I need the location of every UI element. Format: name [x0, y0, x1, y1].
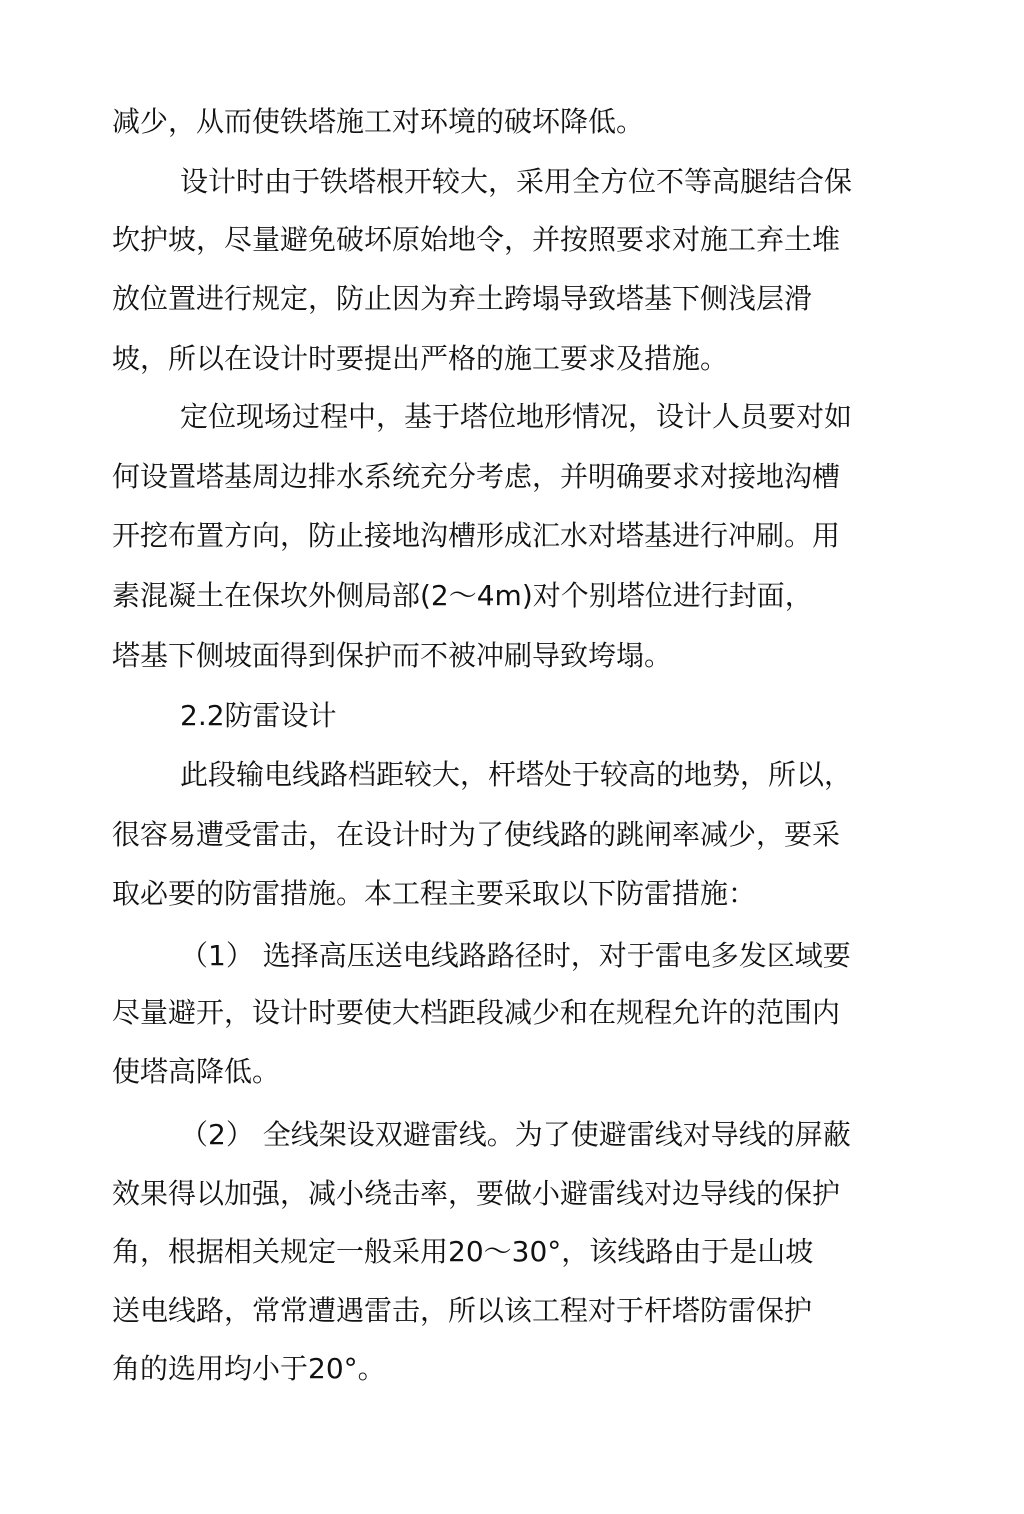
paragraph-first-line: 设计时由于铁塔根开较大，采用全方位不等高腿结合保: [180, 165, 853, 198]
text-line: 开挖布置方向，防止接地沟槽形成汇水对塔基进行冲刷。用: [112, 519, 841, 552]
text-line: 放位置进行规定，防止因为弃土跨塌导致塔基下侧浅层滑: [112, 282, 813, 315]
list-item-first-line: （1） 选择高压送电线路路径时，对于雷电多发区域要: [180, 939, 851, 972]
list-item-first-line: （2） 全线架设双避雷线。为了使避雷线对导线的屏蔽: [180, 1118, 851, 1151]
text-line: 角的选用均小于20°。: [112, 1352, 386, 1385]
text-line: 使塔高降低。: [112, 1055, 281, 1088]
text-line: 尽量避开，设计时要使大档距段减少和在规程允许的范围内: [112, 996, 841, 1029]
text-line: 塔基下侧坡面得到保护而不被冲刷导致垮塌。: [112, 639, 673, 672]
text-line: 减少，从而使铁塔施工对环境的破坏降低。: [112, 105, 645, 138]
text-line: 何设置塔基周边排水系统充分考虑，并明确要求对接地沟槽: [112, 460, 841, 493]
text-line: 素混凝土在保坎外侧局部(2～4m)对个别塔位进行封面，: [112, 579, 813, 612]
text-line: 送电线路，常常遭遇雷击，所以该工程对于杆塔防雷保护: [112, 1294, 813, 1327]
section-heading: 2.2防雷设计: [180, 699, 337, 732]
text-line: 角，根据相关规定一般采用20～30°，该线路由于是山坡: [112, 1235, 814, 1268]
text-line: 效果得以加强，减小绕击率，要做小避雷线对边导线的保护: [112, 1177, 841, 1210]
paragraph-first-line: 此段输电线路档距较大，杆塔处于较高的地势，所以，: [180, 758, 853, 791]
text-line: 很容易遭受雷击，在设计时为了使线路的跳闸率减少，要采: [112, 818, 841, 851]
text-line: 取必要的防雷措施。本工程主要采取以下防雷措施：: [112, 877, 757, 910]
paragraph-first-line: 定位现场过程中，基于塔位地形情况，设计人员要对如: [180, 400, 853, 433]
text-line: 坎护坡，尽量避免破坏原始地令，并按照要求对施工弃土堆: [112, 223, 841, 256]
text-line: 坡，所以在设计时要提出严格的施工要求及措施。: [112, 342, 729, 375]
